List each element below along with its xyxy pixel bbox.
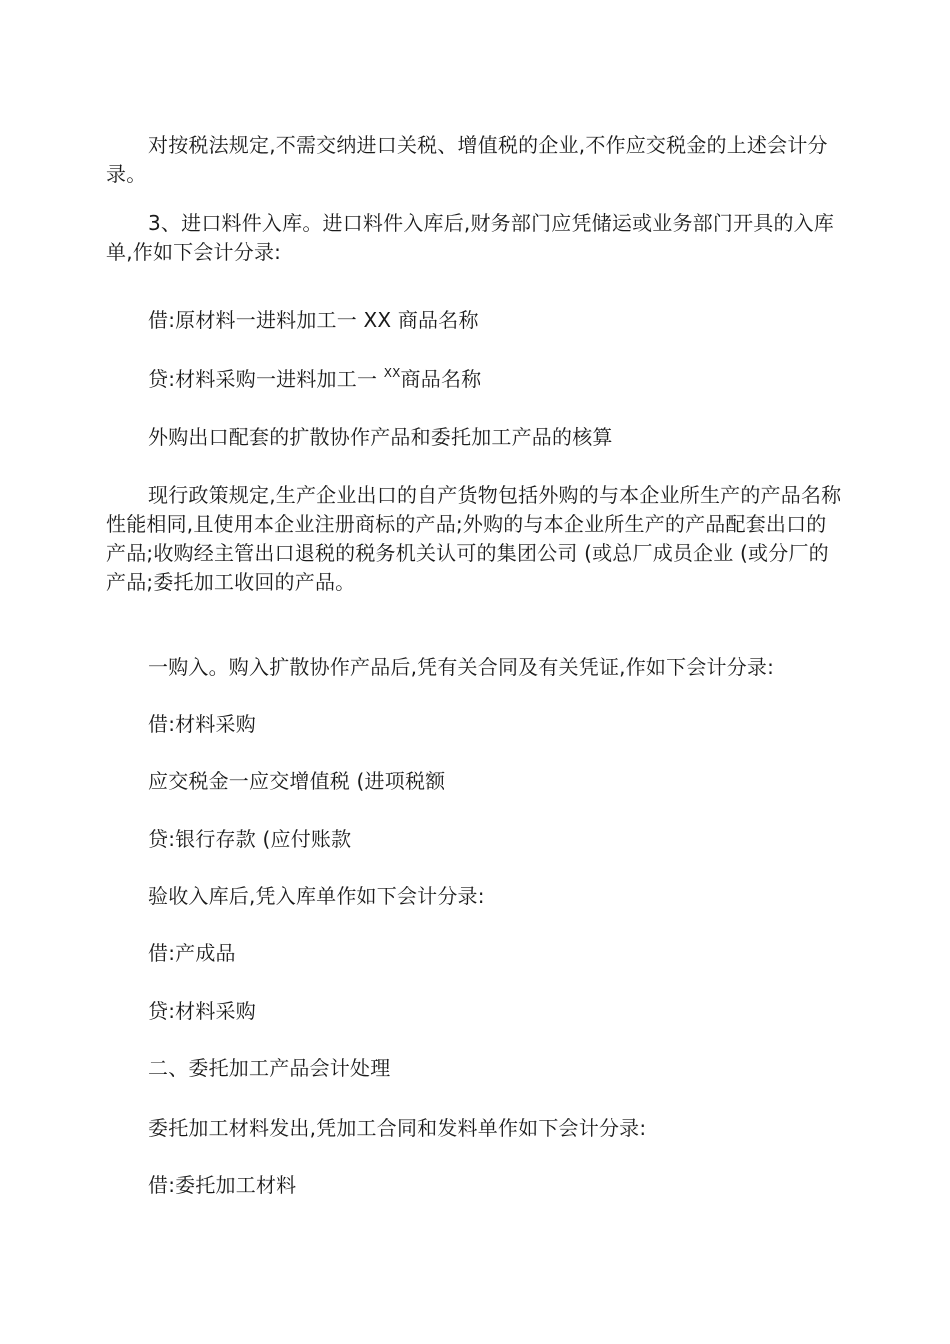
entry-debit-commissioned-materials: 借:委托加工材料 (148, 1173, 297, 1197)
entry-vat-input: 应交税金一应交增值税 (进项税额 (148, 769, 446, 793)
section-heading-outsourced: 外购出口配套的扩散协作产品和委托加工产品的核算 (148, 425, 613, 449)
paragraph-current-policy: 现行政策规定,生产企业出口的自产货物包括外购的与本企业所生产的产品名称性能相同,且使用本企业注册商标的产品;外购的与本企业所生产的产品配套出口的产品;收购经主管出口退税的税务机关认可的集团公司 (或总厂成员企业 (或分厂的产品;委托加工收回的产品。 (106, 483, 842, 594)
entry-credit-material-purchase (106, 365, 846, 394)
paragraph-tax-exempt-note: 对按税法规定,不需交纳进口关税、增值税的企业,不作应交税金的上述会计分录。 (106, 133, 828, 186)
paragraph-import-storage: 3、进口料件入库。进口料件入库后,财务部门应凭储运或业务部门开具的入库单,作如下会计分录: (106, 211, 835, 264)
paragraph-after-inspection: 验收入库后,凭入库单作如下会计分录: (148, 884, 485, 908)
section-heading-commissioned: 二、委托加工产品会计处理 (148, 1056, 391, 1080)
entry-credit-suffix: 商品名称 (400, 367, 482, 391)
entry-debit-raw-materials: 借:原材料一进料加工一 XX 商品名称 (148, 308, 479, 332)
entry-debit-finished-goods: 借:产成品 (148, 941, 236, 965)
paragraph-purchase: 一购入。购入扩散协作产品后,凭有关合同及有关凭证,作如下会计分录: (148, 655, 775, 679)
paragraph-commissioned-dispatch: 委托加工材料发出,凭加工合同和发料单作如下会计分录: (148, 1116, 647, 1140)
entry-credit-material-purchase-2: 贷:材料采购 (148, 999, 256, 1023)
entry-credit-prefix: 贷:材料采购一进料加工一 (148, 367, 384, 391)
entry-debit-material-purchase: 借:材料采购 (148, 712, 256, 736)
entry-credit-bank-deposit: 贷:银行存款 (应付账款 (148, 827, 352, 851)
entry-credit-superscript: XX (383, 366, 401, 380)
